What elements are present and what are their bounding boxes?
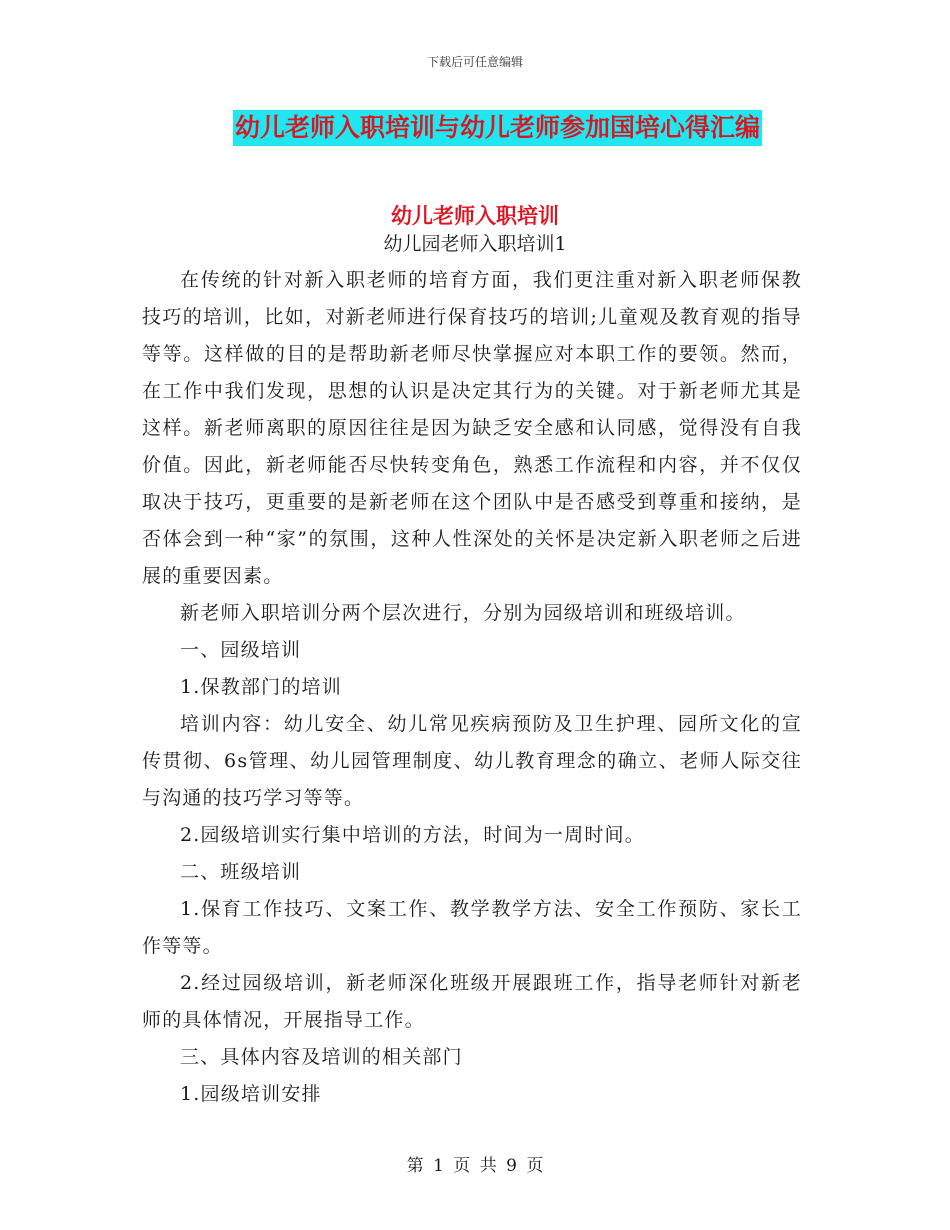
header-note: 下载后可任意编辑 xyxy=(426,55,523,69)
paragraph: 一、园级培训 xyxy=(180,639,302,661)
page-footer: 第 1 页 共 9 页 xyxy=(406,1156,544,1176)
paragraph: 1.保教部门的培训 xyxy=(180,676,342,698)
paragraph: 1.保育工作技巧、文案工作、教学教学方法、安全工作预防、家长工作等等。 xyxy=(142,898,802,957)
body-text xyxy=(142,262,802,1113)
doc-title: 幼儿老师入职培训与幼儿老师参加国培心得汇编 xyxy=(233,110,762,146)
paragraph: 培训内容：幼儿安全、幼儿常见疾病预防及卫生护理、园所文化的宣传贯彻、6s管理、幼儿园管理制度、幼儿教育理念的确立、老师人际交往与沟通的技巧学习等等。 xyxy=(142,713,802,809)
doc-title-wrap xyxy=(0,110,950,146)
sub-title: 幼儿园老师入职培训1 xyxy=(383,233,567,255)
paragraph: 1.园级培训安排 xyxy=(180,1083,322,1105)
paragraph: 2.园级培训实行集中培训的方法，时间为一周时间。 xyxy=(180,824,645,846)
paragraph: 2.经过园级培训，新老师深化班级开展跟班工作，指导老师针对新老师的具体情况，开展指导工作。 xyxy=(142,972,802,1031)
paragraph: 新老师入职培训分两个层次进行，分别为园级培训和班级培训。 xyxy=(180,602,746,624)
paragraph: 在传统的针对新入职老师的培育方面，我们更注重对新入职老师保教技巧的培训，比如，对新老师进行保育技巧的培训;儿童观及教育观的指导等等。这样做的目的是帮助新老师尽快掌握应对本职工作的要领。然而，在工作中我们发现，思想的认识是决定其行为的关键。对于新老师尤其是这样。新老师离职的原因往往是因为缺乏安全感和认同感，觉得没有自我价值。因此，新老师能否尽快转变角色，熟悉工作流程和内容，并不仅仅取决于技巧，更重要的是新老师在这个团队中是否感受到尊重和接纳，是否体会到一种“家”的氛围，这种人性深处的关怀是决定新入职老师之后进展的重要因素。 xyxy=(142,269,802,587)
section-title: 幼儿老师入职培训 xyxy=(391,203,559,228)
paragraph: 二、班级培训 xyxy=(180,861,302,883)
paragraph: 三、具体内容及培训的相关部门 xyxy=(180,1046,463,1068)
